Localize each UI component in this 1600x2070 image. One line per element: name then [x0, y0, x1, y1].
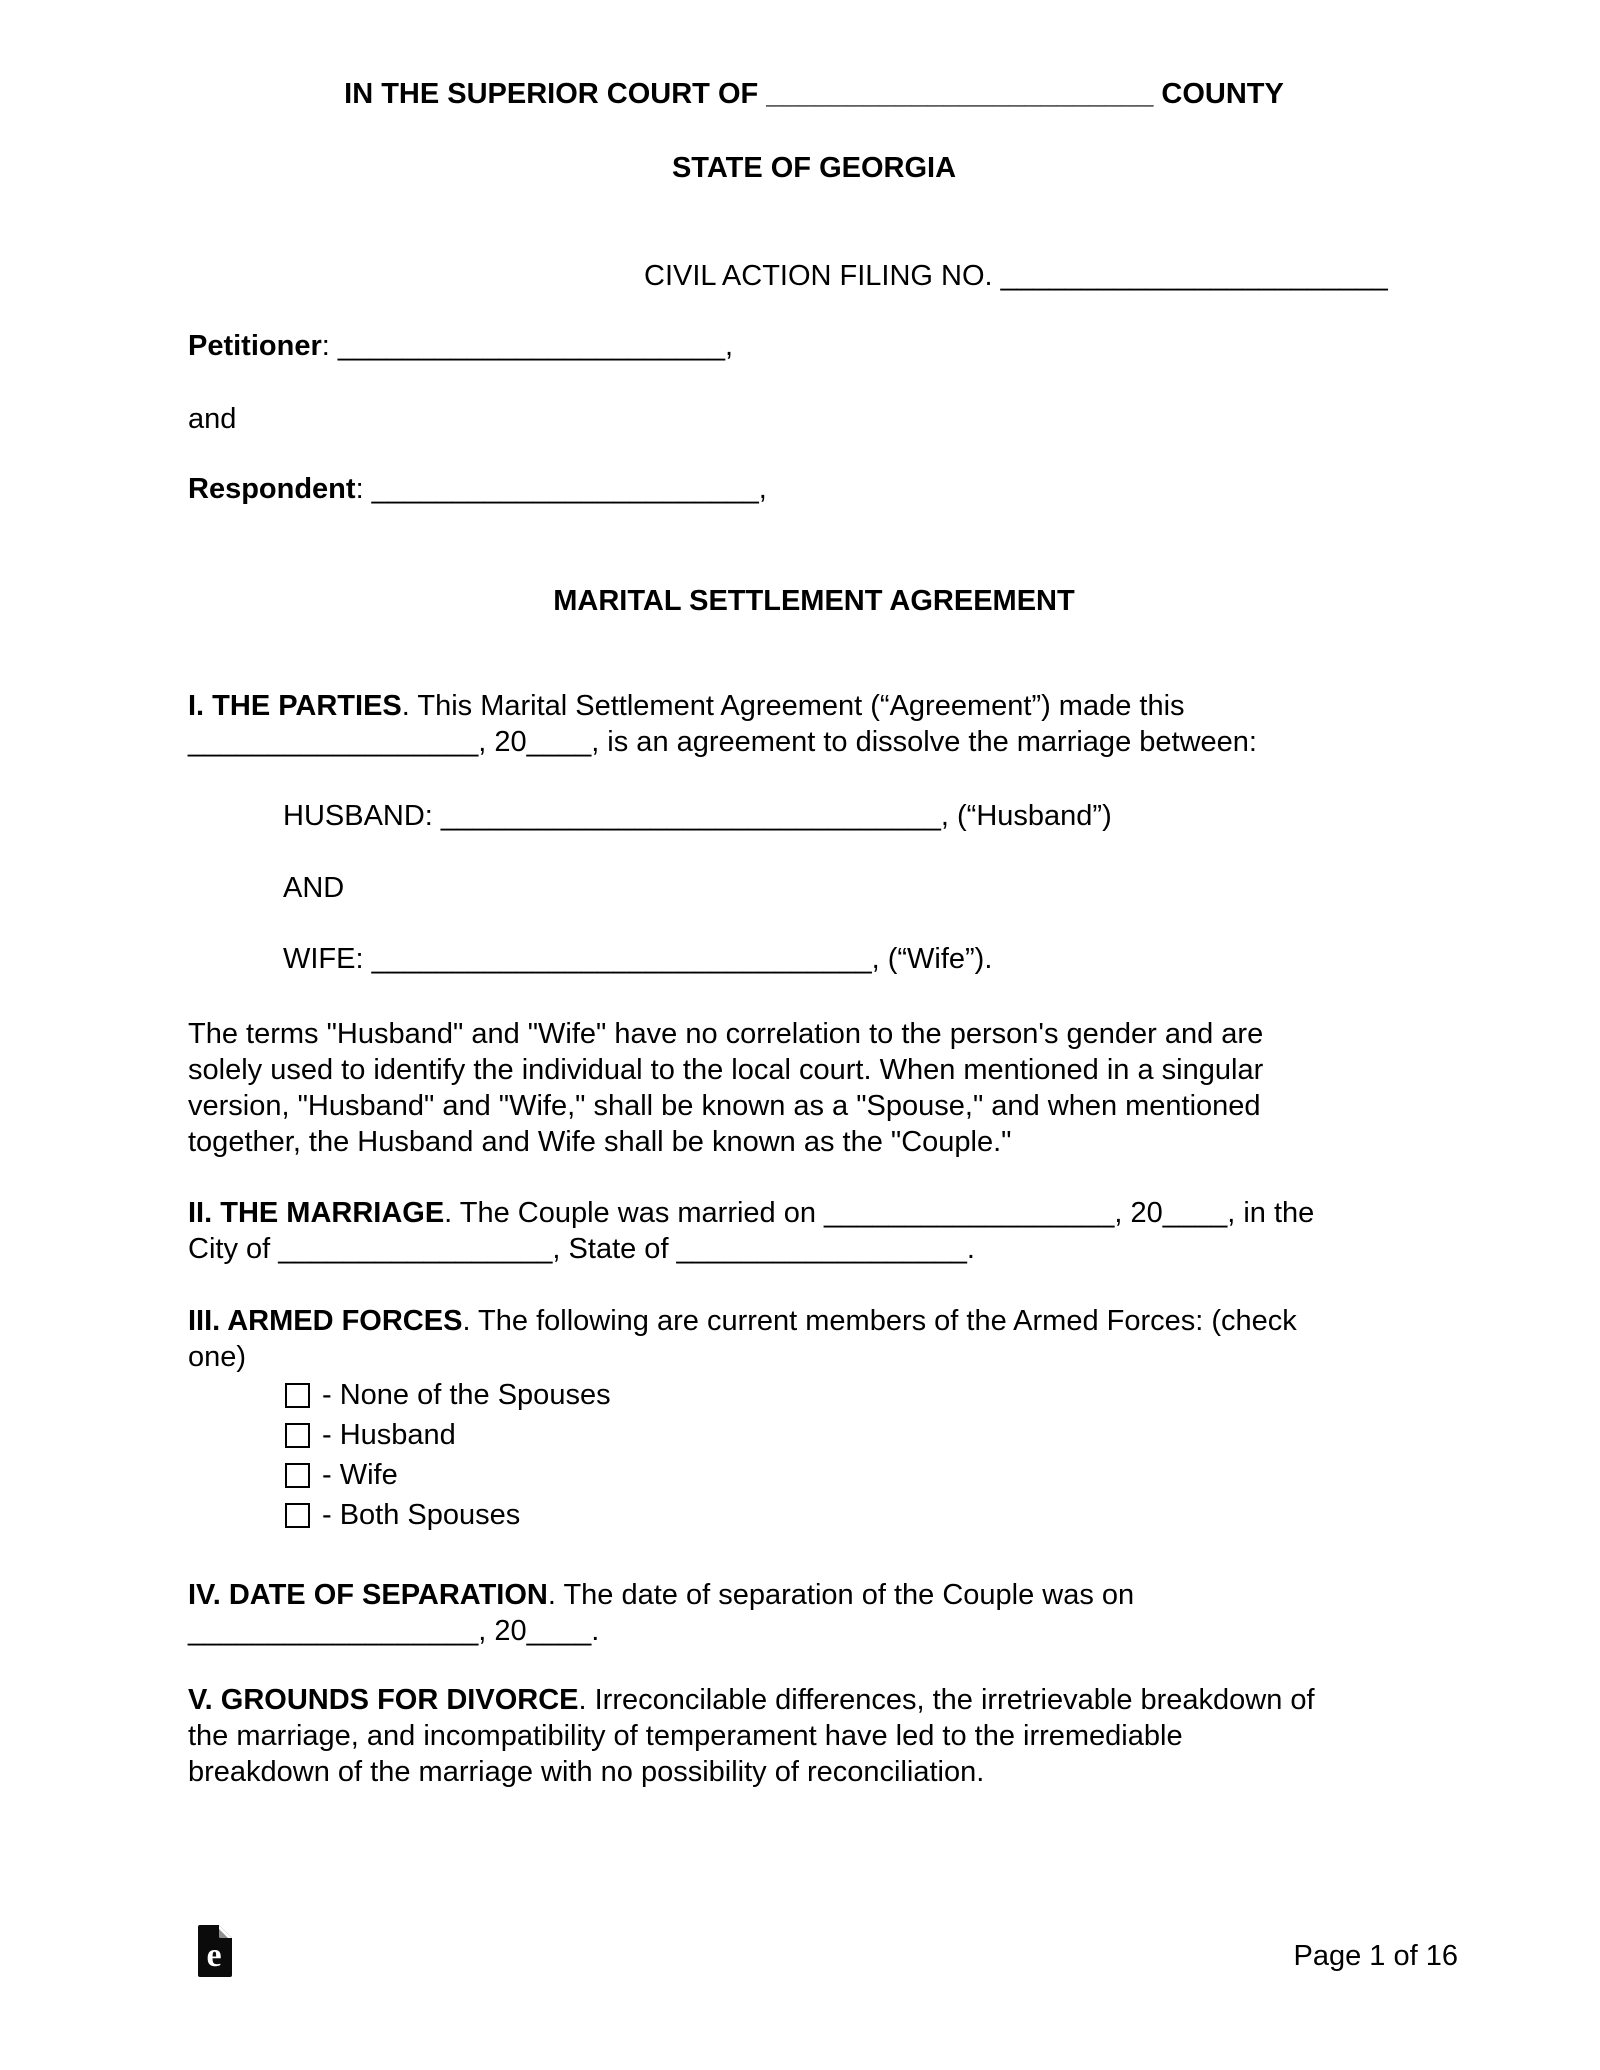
checkbox-icon[interactable]	[285, 1503, 310, 1528]
checkbox-label: - Wife	[322, 1459, 398, 1491]
court-title-line: IN THE SUPERIOR COURT OF ________________________ COUNTY	[344, 78, 1284, 110]
option-both-spouses	[285, 1495, 1440, 1535]
section-marriage-line2: City of _________________, State of __________________.	[188, 1233, 975, 1265]
terms-note-line3: version, "Husband" and "Wife," shall be known as a "Spouse," and when mentioned	[188, 1090, 1261, 1122]
section-grounds-line3: breakdown of the marriage with no possibility of reconciliation.	[188, 1756, 985, 1788]
document-title: MARITAL SETTLEMENT AGREEMENT	[553, 585, 1075, 617]
terms-note-paragraph	[188, 1016, 1440, 1160]
and-separator: AND	[283, 872, 345, 904]
wife-line: WIFE: _______________________________, (“Wife”).	[283, 943, 993, 975]
respondent-label: Respondent	[188, 473, 356, 505]
section-parties-text: . This Marital Settlement Agreement (“Agreement”) made this	[401, 690, 1185, 722]
armed-forces-options	[188, 1375, 1440, 1535]
section-separation-text: . The date of separation of the Couple was on	[547, 1579, 1135, 1611]
terms-note-line2: solely used to identify the individual to the local court. When mentioned in a singular	[188, 1054, 1264, 1086]
section-marriage-heading: II. THE MARRIAGE	[188, 1197, 445, 1229]
option-none-of-the-spouses	[285, 1375, 1440, 1415]
petitioner-label: Petitioner	[188, 330, 322, 362]
section-grounds-text: . Irreconcilable differences, the irretrievable breakdown of	[578, 1684, 1315, 1716]
civil-action-number-line: CIVIL ACTION FILING NO. ________________________	[644, 260, 1388, 292]
section-grounds-heading: V. GROUNDS FOR DIVORCE	[188, 1684, 579, 1716]
section-armed-forces-line1	[188, 1303, 1440, 1339]
petitioner-blank: : ________________________,	[321, 330, 734, 362]
section-separation-line2: __________________, 20____.	[188, 1615, 600, 1647]
section-marriage-text: . The Couple was married on __________________, 20____, in the	[444, 1197, 1315, 1229]
section-marriage-line1	[188, 1195, 1440, 1231]
checkbox-label: - Husband	[322, 1419, 456, 1451]
checkbox-label: - Both Spouses	[322, 1499, 521, 1531]
state-title-line: STATE OF GEORGIA	[671, 152, 957, 184]
checkbox-icon[interactable]	[285, 1383, 310, 1408]
section-grounds-line1	[188, 1682, 1440, 1718]
section-grounds-line2: the marriage, and incompatibility of temperament have led to the irremediable	[188, 1720, 1183, 1752]
caption-conjunction: and	[188, 403, 237, 435]
checkbox-label: - None of the Spouses	[322, 1379, 611, 1411]
checkbox-icon[interactable]	[285, 1423, 310, 1448]
section-parties-heading: I. THE PARTIES	[188, 690, 402, 722]
respondent-blank: : ________________________,	[355, 473, 767, 505]
document-icon	[198, 1925, 232, 1977]
section-parties-line1	[188, 688, 1440, 724]
page-indicator: Page 1 of 16	[1293, 1940, 1458, 1972]
terms-note-line4: together, the Husband and Wife shall be known as the "Couple."	[188, 1126, 1012, 1158]
section-armed-forces-heading: III. ARMED FORCES	[188, 1305, 463, 1337]
petitioner-line	[188, 328, 1440, 364]
option-husband	[285, 1415, 1440, 1455]
respondent-line	[188, 471, 1440, 507]
section-separation-heading: IV. DATE OF SEPARATION	[188, 1579, 548, 1611]
logo-letter: e	[206, 1937, 222, 1974]
section-armed-forces-text: . The following are current members of the Armed Forces: (check	[462, 1305, 1297, 1337]
terms-note-line1: The terms "Husband" and "Wife" have no correlation to the person's gender and are	[188, 1018, 1264, 1050]
section-parties-line2: __________________, 20____, is an agreement to dissolve the marriage between:	[188, 726, 1257, 758]
section-armed-forces-line2: one)	[188, 1341, 247, 1373]
section-separation-line1	[188, 1577, 1440, 1613]
eforms-logo	[198, 1925, 232, 1977]
checkbox-icon[interactable]	[285, 1463, 310, 1488]
husband-line: HUSBAND: _______________________________, (“Husband”)	[283, 800, 1112, 832]
option-wife	[285, 1455, 1440, 1495]
